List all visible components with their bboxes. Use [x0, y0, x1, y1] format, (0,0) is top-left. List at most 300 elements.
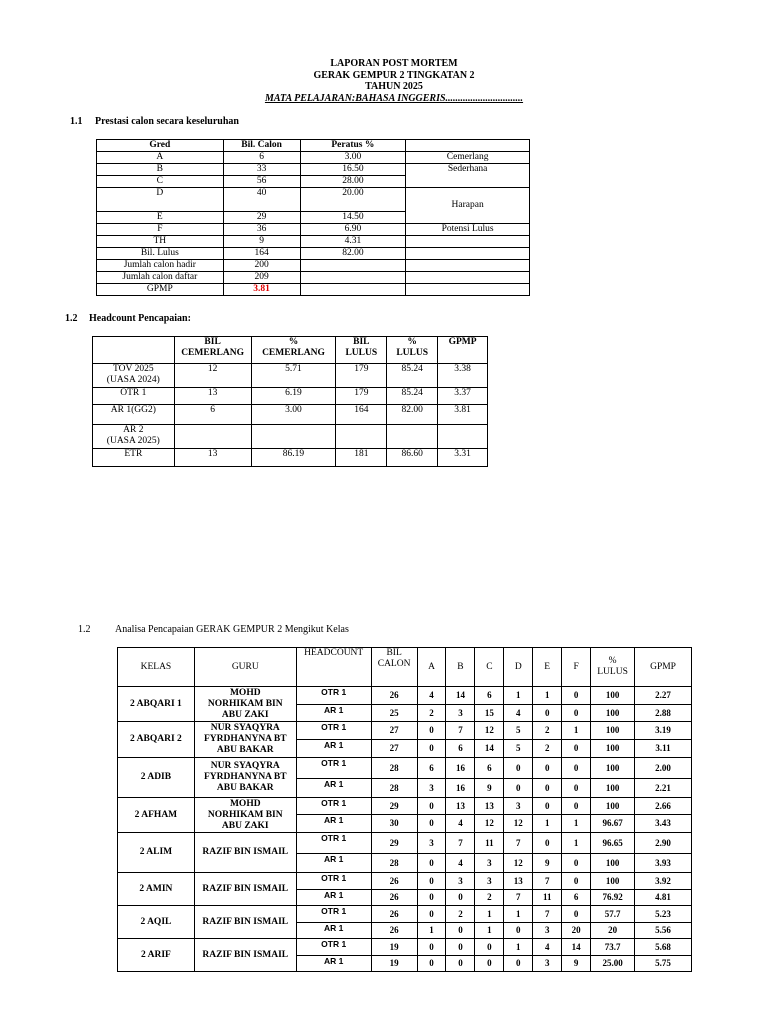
report-subtitle: GERAK GEMPUR 2 TINGKATAN 2 [313, 70, 475, 81]
remark-sederhana: Sederhana [406, 164, 530, 188]
pct-lulus-cell: 57.7 [591, 906, 635, 923]
table-row [118, 939, 692, 956]
table-row [97, 188, 530, 212]
section-1-number: 1.1 [70, 116, 83, 127]
row-label: AR 2 (UASA 2025) [93, 425, 175, 449]
grade-count-cell: 0 [417, 906, 446, 923]
count-cell: 200 [223, 260, 300, 272]
value-cell: 3.81 [438, 405, 488, 425]
pct-lulus-cell: 25.00 [591, 956, 635, 972]
grade-cell: D [97, 188, 224, 212]
grade-count-cell: 3 [533, 923, 562, 939]
count-cell: 164 [223, 248, 300, 260]
pct-lulus-cell: 100 [591, 758, 635, 779]
bil-calon-cell: 28 [371, 758, 417, 779]
class-name: 2 AFHAM [118, 798, 195, 833]
class-name: 2 AMIN [118, 873, 195, 906]
grade-count-cell: 6 [446, 740, 475, 758]
header-grade-c: C [475, 648, 504, 687]
grade-cell: E [97, 212, 224, 224]
percent-cell: 6.90 [300, 224, 406, 236]
grade-count-cell: 7 [504, 890, 533, 906]
teacher-name-line: RAZIF BIN ISMAIL [202, 916, 289, 927]
grade-count-cell: 1 [562, 833, 591, 854]
value-cell: 86.19 [251, 449, 336, 467]
grade-count-cell: 1 [562, 722, 591, 740]
bil-calon-cell: 27 [371, 722, 417, 740]
grade-count-cell: 0 [533, 779, 562, 798]
class-name: 2 AQIL [118, 906, 195, 939]
grade-count-cell: 5 [504, 722, 533, 740]
table-row [118, 687, 692, 705]
grade-count-cell: 0 [562, 687, 591, 705]
headcount-table [92, 336, 488, 467]
value-cell [174, 425, 251, 449]
gpmp-cell: 2.66 [635, 798, 692, 815]
remark-empty [406, 284, 530, 296]
teacher-name-line: MOHD [229, 798, 261, 809]
grade-count-cell: 0 [446, 923, 475, 939]
grade-count-cell: 1 [504, 687, 533, 705]
teacher-name [194, 722, 296, 758]
grade-count-cell: 15 [475, 705, 504, 722]
percent-cell: 4.31 [300, 236, 406, 248]
percent-cell: 3.00 [300, 152, 406, 164]
header-remark [406, 140, 530, 152]
exam-cell: AR 1 [296, 854, 371, 873]
grade-count-cell: 3 [446, 873, 475, 890]
percent-cell [300, 272, 406, 284]
percent-cell: 28.00 [300, 176, 406, 188]
grade-count-cell: 20 [562, 923, 591, 939]
grade-count-cell: 0 [562, 873, 591, 890]
teacher-name-line: NORHIKAM BIN [207, 698, 283, 709]
pct-lulus-cell: 100 [591, 687, 635, 705]
grade-count-cell: 0 [533, 833, 562, 854]
grade-count-cell: 3 [533, 956, 562, 972]
table-row [97, 224, 530, 236]
grade-count-cell: 2 [533, 722, 562, 740]
grade-count-cell: 1 [504, 939, 533, 956]
teacher-name-line: ABU BAKAR [216, 783, 274, 793]
value-cell: 3.38 [438, 364, 488, 388]
pct-lulus-cell: 76.92 [591, 890, 635, 906]
teacher-name [194, 758, 296, 798]
value-cell: 12 [174, 364, 251, 388]
pct-lulus-cell: 100 [591, 873, 635, 890]
gpmp-cell: 2.27 [635, 687, 692, 705]
value-cell: 82.00 [387, 405, 438, 425]
gpmp-cell: 4.81 [635, 890, 692, 906]
gpmp-cell: 5.23 [635, 906, 692, 923]
bil-calon-cell: 28 [371, 854, 417, 873]
grade-count-cell: 1 [475, 906, 504, 923]
value-cell: 13 [174, 449, 251, 467]
count-cell: 33 [223, 164, 300, 176]
grade-count-cell: 0 [562, 798, 591, 815]
table-row [97, 260, 530, 272]
exam-cell: OTR 1 [296, 758, 371, 779]
gpmp-cell: 5.75 [635, 956, 692, 972]
table-row [93, 388, 488, 405]
table-row [93, 449, 488, 467]
gpmp-cell: 2.21 [635, 779, 692, 798]
header-gpmp: GPMP [635, 648, 692, 687]
value-cell: 3.00 [251, 405, 336, 425]
header-gpmp: GPMP [438, 337, 488, 364]
table-header-row [118, 648, 692, 687]
exam-cell: AR 1 [296, 956, 371, 972]
grade-count-cell: 0 [504, 956, 533, 972]
exam-cell: AR 1 [296, 815, 371, 833]
grade-cell: Bil. Lulus [97, 248, 224, 260]
header-gred: Gred [97, 140, 224, 152]
grade-count-cell: 6 [562, 890, 591, 906]
table-row [97, 284, 530, 296]
gpmp-cell: 5.56 [635, 923, 692, 939]
grade-count-cell: 4 [446, 854, 475, 873]
value-cell: 164 [336, 405, 387, 425]
grade-count-cell: 0 [417, 740, 446, 758]
table-header-row [93, 337, 488, 364]
remark-empty [406, 236, 530, 248]
pct-lulus-cell: 100 [591, 798, 635, 815]
percent-cell: 16.50 [300, 164, 406, 176]
grade-summary-table [96, 139, 530, 296]
grade-count-cell: 12 [475, 722, 504, 740]
grade-count-cell: 0 [562, 758, 591, 779]
teacher-name [194, 873, 296, 906]
grade-count-cell: 0 [417, 939, 446, 956]
grade-count-cell: 3 [417, 833, 446, 854]
header-grade-e: E [533, 648, 562, 687]
header-pct-lulus: % LULUS [387, 337, 438, 364]
teacher-name [194, 687, 296, 722]
grade-count-cell: 2 [475, 890, 504, 906]
grade-cell: Jumlah calon hadir [97, 260, 224, 272]
header-grade-f: F [562, 648, 591, 687]
grade-count-cell: 0 [417, 890, 446, 906]
count-cell: 6 [223, 152, 300, 164]
table-row [97, 236, 530, 248]
table-row [118, 906, 692, 923]
grade-count-cell: 4 [417, 687, 446, 705]
grade-count-cell: 0 [417, 873, 446, 890]
grade-count-cell: 1 [475, 923, 504, 939]
percent-cell: 82.00 [300, 248, 406, 260]
bil-calon-cell: 29 [371, 798, 417, 815]
report-title: LAPORAN POST MORTEM [330, 58, 458, 69]
row-label: TOV 2025 (UASA 2024) [93, 364, 175, 388]
grade-count-cell: 0 [417, 854, 446, 873]
percent-cell [300, 260, 406, 272]
pct-lulus-cell: 96.67 [591, 815, 635, 833]
value-cell: 179 [336, 388, 387, 405]
value-cell: 85.24 [387, 388, 438, 405]
table-row [118, 798, 692, 815]
teacher-name-line: RAZIF BIN ISMAIL [202, 847, 289, 857]
grade-count-cell: 5 [504, 740, 533, 758]
grade-count-cell: 0 [562, 779, 591, 798]
teacher-name-line: RAZIF BIN ISMAIL [202, 883, 289, 894]
class-name: 2 ABQARI 2 [118, 722, 195, 758]
pct-lulus-cell: 100 [591, 854, 635, 873]
teacher-name-line: NORHIKAM BIN [207, 809, 283, 820]
grade-count-cell: 12 [504, 815, 533, 833]
exam-cell: AR 1 [296, 923, 371, 939]
bil-calon-cell: 27 [371, 740, 417, 758]
count-cell: 40 [223, 188, 300, 212]
grade-count-cell: 1 [417, 923, 446, 939]
bil-calon-cell: 26 [371, 873, 417, 890]
grade-count-cell: 3 [475, 854, 504, 873]
exam-cell: OTR 1 [296, 833, 371, 854]
grade-count-cell: 1 [504, 906, 533, 923]
percent-cell: 14.50 [300, 212, 406, 224]
teacher-name-line: ABU ZAKI [221, 709, 269, 720]
exam-cell: OTR 1 [296, 798, 371, 815]
table-row [118, 873, 692, 890]
grade-count-cell: 0 [562, 740, 591, 758]
row-label: AR 1(GG2) [93, 405, 175, 425]
grade-count-cell: 9 [475, 779, 504, 798]
grade-count-cell: 16 [446, 758, 475, 779]
value-cell: 179 [336, 364, 387, 388]
grade-count-cell: 0 [562, 705, 591, 722]
teacher-name-line: FYRDHANYNA BT [203, 772, 287, 782]
value-cell [438, 425, 488, 449]
bil-calon-cell: 26 [371, 906, 417, 923]
grade-count-cell: 0 [446, 956, 475, 972]
teacher-name-line: FYRDHANYNA BT [203, 734, 287, 744]
value-cell: 181 [336, 449, 387, 467]
remark-harapan: Harapan [406, 188, 530, 224]
value-cell [387, 425, 438, 449]
gpmp-cell: 3.92 [635, 873, 692, 890]
grade-count-cell: 9 [562, 956, 591, 972]
grade-count-cell: 0 [475, 939, 504, 956]
grade-cell: Jumlah calon daftar [97, 272, 224, 284]
grade-count-cell: 3 [446, 705, 475, 722]
grade-count-cell: 7 [504, 833, 533, 854]
grade-count-cell: 14 [446, 687, 475, 705]
teacher-name-line: NUR SYAQYRA [210, 761, 280, 771]
grade-count-cell: 6 [417, 758, 446, 779]
header-grade-b: B [446, 648, 475, 687]
grade-count-cell: 14 [475, 740, 504, 758]
grade-count-cell: 0 [446, 890, 475, 906]
grade-count-cell: 3 [504, 798, 533, 815]
gpmp-cell: 3.93 [635, 854, 692, 873]
grade-cell: B [97, 164, 224, 176]
bil-calon-cell: 26 [371, 890, 417, 906]
value-cell [336, 425, 387, 449]
teacher-name-line: RAZIF BIN ISMAIL [202, 949, 289, 960]
gpmp-cell: 3.43 [635, 815, 692, 833]
header-bil-lulus: BIL LULUS [336, 337, 387, 364]
exam-cell: AR 1 [296, 890, 371, 906]
value-cell [251, 425, 336, 449]
header-kelas: KELAS [118, 648, 195, 687]
grade-count-cell: 0 [533, 758, 562, 779]
grade-count-cell: 7 [446, 833, 475, 854]
table-header-row [97, 140, 530, 152]
grade-count-cell: 0 [475, 956, 504, 972]
bil-calon-cell: 28 [371, 779, 417, 798]
grade-count-cell: 2 [417, 705, 446, 722]
remark-potensi-lulus: Potensi Lulus [406, 224, 530, 236]
teacher-name [194, 939, 296, 972]
pct-lulus-cell: 100 [591, 722, 635, 740]
exam-cell: AR 1 [296, 705, 371, 722]
report-subject: MATA PELAJARAN:BAHASA INGGERIS............................... [264, 93, 524, 104]
gpmp-value: 3.81 [223, 284, 300, 296]
grade-count-cell: 6 [475, 687, 504, 705]
grade-count-cell: 2 [533, 740, 562, 758]
header-headcount: HEADCOUNT [296, 648, 371, 687]
grade-count-cell: 3 [417, 779, 446, 798]
grade-count-cell: 6 [475, 758, 504, 779]
header-pct-lulus: % LULUS [591, 648, 635, 687]
header-bil-calon: Bil. Calon [223, 140, 300, 152]
gpmp-cell: 3.11 [635, 740, 692, 758]
header-bil-cemerlang: BIL CEMERLANG [174, 337, 251, 364]
value-cell: 6.19 [251, 388, 336, 405]
report-year: TAHUN 2025 [365, 81, 423, 92]
grade-count-cell: 12 [475, 815, 504, 833]
class-name: 2 ALIM [118, 833, 195, 873]
gpmp-cell: 2.90 [635, 833, 692, 854]
grade-count-cell: 0 [417, 722, 446, 740]
remark-cemerlang: Cemerlang [406, 152, 530, 164]
bil-calon-cell: 19 [371, 956, 417, 972]
grade-count-cell: 1 [562, 815, 591, 833]
header-peratus: Peratus % [300, 140, 406, 152]
grade-count-cell: 0 [417, 798, 446, 815]
exam-cell: OTR 1 [296, 687, 371, 705]
value-cell: 6 [174, 405, 251, 425]
exam-cell: OTR 1 [296, 939, 371, 956]
value-cell: 3.37 [438, 388, 488, 405]
row-label: OTR 1 [93, 388, 175, 405]
grade-count-cell: 7 [446, 722, 475, 740]
grade-count-cell: 11 [533, 890, 562, 906]
teacher-name-line: ABU BAKAR [216, 745, 274, 755]
pct-lulus-cell: 20 [591, 923, 635, 939]
header-label [93, 337, 175, 364]
grade-count-cell: 14 [562, 939, 591, 956]
grade-count-cell: 0 [417, 815, 446, 833]
value-cell: 13 [174, 388, 251, 405]
section-3-title: Analisa Pencapaian GERAK GEMPUR 2 Mengikut Kelas [115, 624, 349, 635]
grade-count-cell: 7 [533, 906, 562, 923]
table-row [93, 364, 488, 388]
bil-calon-cell: 29 [371, 833, 417, 854]
exam-cell: AR 1 [296, 779, 371, 798]
grade-count-cell: 12 [504, 854, 533, 873]
value-cell: 3.31 [438, 449, 488, 467]
gpmp-cell: 5.68 [635, 939, 692, 956]
count-cell: 29 [223, 212, 300, 224]
grade-cell: TH [97, 236, 224, 248]
count-cell: 56 [223, 176, 300, 188]
grade-cell: A [97, 152, 224, 164]
grade-count-cell: 4 [533, 939, 562, 956]
bil-calon-cell: 19 [371, 939, 417, 956]
teacher-name-line: NUR SYAQYRA [210, 723, 280, 733]
grade-count-cell: 7 [533, 873, 562, 890]
header-pct-cemerlang: % CEMERLANG [251, 337, 336, 364]
pct-lulus-cell: 100 [591, 705, 635, 722]
pct-lulus-cell: 73.7 [591, 939, 635, 956]
teacher-name-line: MOHD [229, 687, 261, 698]
grade-count-cell: 9 [533, 854, 562, 873]
exam-cell: OTR 1 [296, 906, 371, 923]
class-name: 2 ARIF [118, 939, 195, 972]
table-row [93, 405, 488, 425]
class-analysis-body [118, 687, 692, 972]
grade-count-cell: 0 [417, 956, 446, 972]
teacher-name [194, 798, 296, 833]
grade-count-cell: 0 [562, 906, 591, 923]
table-row [93, 425, 488, 449]
grade-count-cell: 16 [446, 779, 475, 798]
table-row [97, 152, 530, 164]
remark-empty [406, 260, 530, 272]
grade-count-cell: 4 [504, 705, 533, 722]
grade-cell: GPMP [97, 284, 224, 296]
count-cell: 209 [223, 272, 300, 284]
bil-calon-cell: 26 [371, 687, 417, 705]
grade-cell: C [97, 176, 224, 188]
count-cell: 9 [223, 236, 300, 248]
header-grade-d: D [504, 648, 533, 687]
bil-calon-cell: 30 [371, 815, 417, 833]
exam-cell: OTR 1 [296, 873, 371, 890]
exam-cell: OTR 1 [296, 722, 371, 740]
header-guru: GURU [194, 648, 296, 687]
table-row [97, 272, 530, 284]
section-3-number: 1.2 [78, 624, 91, 635]
grade-count-cell: 0 [533, 705, 562, 722]
grade-count-cell: 0 [504, 779, 533, 798]
value-cell: 5.71 [251, 364, 336, 388]
bil-calon-cell: 26 [371, 923, 417, 939]
class-name: 2 ABQARI 1 [118, 687, 195, 722]
teacher-name [194, 906, 296, 939]
value-cell: 85.24 [387, 364, 438, 388]
value-cell: 86.60 [387, 449, 438, 467]
pct-lulus-cell: 100 [591, 779, 635, 798]
gpmp-cell: 3.19 [635, 722, 692, 740]
grade-count-cell: 4 [446, 815, 475, 833]
grade-count-cell: 0 [504, 923, 533, 939]
grade-count-cell: 13 [446, 798, 475, 815]
section-1-title: Prestasi calon secara keseluruhan [95, 116, 239, 127]
class-analysis-table [117, 647, 692, 972]
row-label: ETR [93, 449, 175, 467]
gpmp-cell: 2.00 [635, 758, 692, 779]
grade-count-cell: 0 [562, 854, 591, 873]
percent-cell [300, 284, 406, 296]
grade-count-cell: 11 [475, 833, 504, 854]
gpmp-cell: 2.88 [635, 705, 692, 722]
pct-lulus-cell: 96.65 [591, 833, 635, 854]
teacher-name [194, 833, 296, 873]
table-row [118, 758, 692, 779]
remark-empty [406, 248, 530, 260]
grade-count-cell: 1 [533, 687, 562, 705]
